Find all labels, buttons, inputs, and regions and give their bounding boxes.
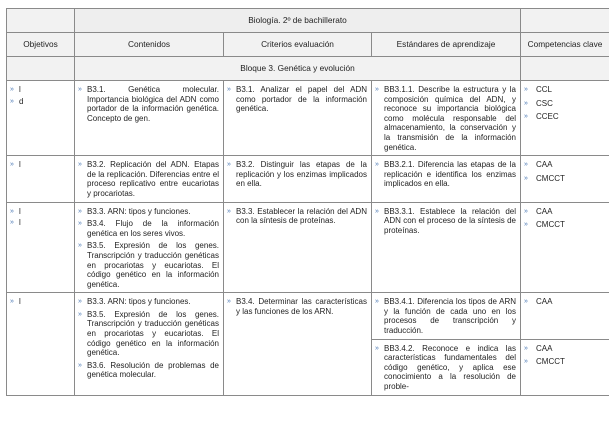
contenido-item-text: B3.4. Flujo de la información genética en los seres vivos. [87,219,219,238]
competencias-cell [521,293,610,339]
criterio-item-text: B3.2. Distinguir las etapas de la replicación y los enzimas implicados en ella. [236,160,367,189]
estandar-cell [372,202,521,293]
competencias-cell [521,339,610,395]
objetivos-cell [7,156,75,202]
bullet-icon: » [524,358,528,366]
estandar-wrapper [372,156,520,192]
competencia-item [524,344,605,354]
objetivos-cell [7,81,75,156]
contenido-item [78,85,219,123]
competencia-item-text: CAA [536,160,553,170]
table-row [7,202,610,293]
contenidos-list [75,293,223,383]
objetivos-list [7,81,74,111]
objetivo-item [10,160,70,170]
estandar-item [375,297,516,335]
bullet-icon: » [78,242,82,250]
objetivo-item-text: d [19,96,24,106]
competencia-item [524,85,605,95]
contenidos-cell [75,156,224,202]
bullet-icon: » [524,174,528,182]
criterio-cell [224,156,372,202]
objetivos-cell [7,293,75,395]
estandar-item-text: BB3.4.1. Diferencia los tipos de ARN y la función de cada uno en los procesos de transcripción y traducción. [384,297,516,336]
criterio-item [227,207,367,226]
competencia-item [524,207,605,217]
curriculum-table [6,8,609,396]
table-body [7,81,610,396]
competencias-list [521,293,609,314]
objetivo-item [10,297,70,307]
criterio-cell [224,293,372,395]
competencia-item [524,297,605,307]
estandar-item-text: BB3.3.1. Establece la relación del ADN con el proceso de la síntesis de proteínas. [384,206,516,235]
competencias-cell [521,202,610,293]
contenido-item-text: B3.1. Genética molecular. Importancia biológica del ADN como portador de la información genética. Concepto de gen. [87,85,219,123]
contenido-item [78,219,219,238]
competencia-item [524,99,605,109]
bullet-icon: » [78,220,82,228]
objetivos-list [7,293,74,312]
objetivo-item-text: l [19,297,21,307]
competencias-list [521,203,609,237]
contenido-item-text: B3.3. ARN: tipos y funciones. [87,297,191,307]
competencias-list [521,340,609,374]
competencia-item-text: CAA [536,297,553,307]
header-objetivos: Objetivos [7,33,75,57]
contenido-item [78,361,219,380]
title-row-empty-cell [521,9,610,33]
criterio-cell [224,81,372,156]
objetivo-item-text: l [19,160,21,170]
block-row-empty-cell [7,57,75,81]
objetivo-item-text: l [19,218,21,228]
bullet-icon: » [375,344,379,352]
competencia-item-text: CCL [536,85,553,94]
objetivo-item-text: l [19,85,21,94]
objetivo-item [10,85,70,95]
header-row [7,33,610,57]
header-criterios: Criterios evaluación [224,33,372,57]
bullet-icon: » [524,161,528,169]
estandar-cell [372,156,521,202]
objetivos-list [7,203,74,233]
competencia-item-text: CMCCT [536,173,565,183]
estandar-item [375,207,516,236]
estandar-wrapper [372,81,520,155]
bullet-icon: » [375,207,379,215]
bullet-icon: » [227,161,231,169]
competencia-item-text: CAA [536,343,553,353]
estandar-cell [372,81,521,156]
bullet-icon: » [78,86,82,93]
bullet-icon: » [78,310,82,318]
contenidos-cell [75,202,224,293]
estandar-item-text: BB3.4.2. Reconoce e indica las características fundamentales del código genético, y aplica ese conocimiento a la resolución de proble- [384,343,516,392]
bullet-icon: » [375,298,379,306]
competencias-list [521,156,609,190]
estandar-cell [372,293,521,339]
criterio-item [227,160,367,189]
competencias-cell [521,81,610,156]
bullet-icon: » [78,161,82,169]
header-estandares: Estándares de aprendizaje [372,33,521,57]
contenidos-list [75,156,223,201]
block-title: Bloque 3. Genética y evolución [75,57,521,81]
contenidos-cell [75,293,224,395]
bullet-icon: » [524,86,528,93]
curriculum-table-container [6,8,609,439]
competencias-list [521,81,609,129]
table-row [7,293,610,339]
contenido-item-text: B3.2. Replicación del ADN. Etapas de la replicación. Diferencias entre el proceso replicativo entre eucariotas y procariotas. [87,160,219,198]
criterio-item [227,85,367,114]
competencia-item [524,220,605,230]
contenido-item-text: B3.5. Expresión de los genes. Transcripción y traducción genéticas en procariotas y eucariotas. El código genético en la información genética. [87,241,219,289]
estandar-wrapper [372,340,520,395]
bullet-icon: » [524,298,528,306]
contenidos-cell [75,81,224,156]
bullet-icon: » [524,344,528,352]
bullet-icon: » [78,298,82,306]
bullet-icon: » [524,113,528,121]
competencia-item-text: CSC [536,98,553,108]
bullet-icon: » [227,298,231,306]
criterio-wrapper [224,81,371,117]
bullet-icon: » [10,86,14,93]
contenido-item-text: B3.6. Resolución de problemas de genética molecular. [87,360,219,380]
bullet-icon: » [78,207,82,215]
objetivo-item [10,218,70,228]
bullet-icon: » [375,86,379,93]
criterio-wrapper [224,293,371,319]
contenido-item [78,297,219,307]
bullet-icon: » [10,161,14,169]
criterio-item-text: B3.3. Establecer la relación del ADN con la síntesis de proteínas. [236,206,367,226]
criterio-item-text: B3.1. Analizar el papel del ADN como portador de la información genética. [236,85,367,114]
criterio-cell [224,202,372,293]
table-row [7,156,610,202]
criterio-wrapper [224,203,371,229]
title-row [7,9,610,33]
table-title: Biología. 2º de bachillerato [75,9,521,33]
bullet-icon: » [227,207,231,215]
contenido-item-text: B3.5. Expresión de los genes. Transcripción y traducción genéticas en procariotas y eucariotas. El código genético en la información genética. [87,309,219,358]
contenido-item [78,310,219,358]
criterio-item [227,297,367,316]
header-contenidos: Contenidos [75,33,224,57]
bullet-icon: » [524,99,528,107]
objetivos-list [7,156,74,175]
estandar-item [375,85,516,152]
title-row-empty-cell [7,9,75,33]
competencia-item [524,112,605,122]
competencias-cell [521,156,610,202]
bullet-icon: » [78,361,82,369]
header-competencias: Competencias clave [521,33,610,57]
estandar-cell [372,339,521,395]
objetivo-item-text: l [19,206,21,216]
competencia-item [524,174,605,184]
estandar-item-text: BB3.2.1. Diferencia las etapas de la replicación e identifica los enzimas implicados en ella. [384,160,516,189]
contenido-item [78,241,219,289]
block-row-empty-cell [521,57,610,81]
block-row [7,57,610,81]
estandar-wrapper [372,293,520,338]
bullet-icon: » [10,219,14,227]
contenidos-list [75,81,223,126]
objetivo-item [10,207,70,217]
competencia-item [524,357,605,367]
competencia-item [524,160,605,170]
bullet-icon: » [375,161,379,169]
bullet-icon: » [524,221,528,229]
contenido-item [78,160,219,198]
criterio-item-text: B3.4. Determinar las características y las funciones de los ARN. [236,297,367,316]
competencia-item-text: CCEC [536,112,559,122]
contenido-item [78,207,219,217]
table-row [7,81,610,156]
bullet-icon: » [227,86,231,93]
estandar-item-text: BB3.1.1. Describe la estructura y la composición química del ADN, y reconoce su importancia biológica como molécula responsable del almacenamiento, la conservación y la transmisión de la información genética. [384,85,516,152]
competencia-item-text: CMCCT [536,220,565,230]
estandar-item [375,344,516,392]
estandar-item [375,160,516,189]
bullet-icon: » [524,207,528,215]
bullet-icon: » [10,97,14,105]
bullet-icon: » [10,207,14,215]
objetivo-item [10,97,70,107]
estandar-wrapper [372,203,520,239]
contenidos-list [75,203,223,293]
objetivos-cell [7,202,75,293]
competencia-item-text: CMCCT [536,357,565,367]
criterio-wrapper [224,156,371,192]
competencia-item-text: CAA [536,206,553,216]
contenido-item-text: B3.3. ARN: tipos y funciones. [87,206,191,216]
bullet-icon: » [10,298,14,306]
